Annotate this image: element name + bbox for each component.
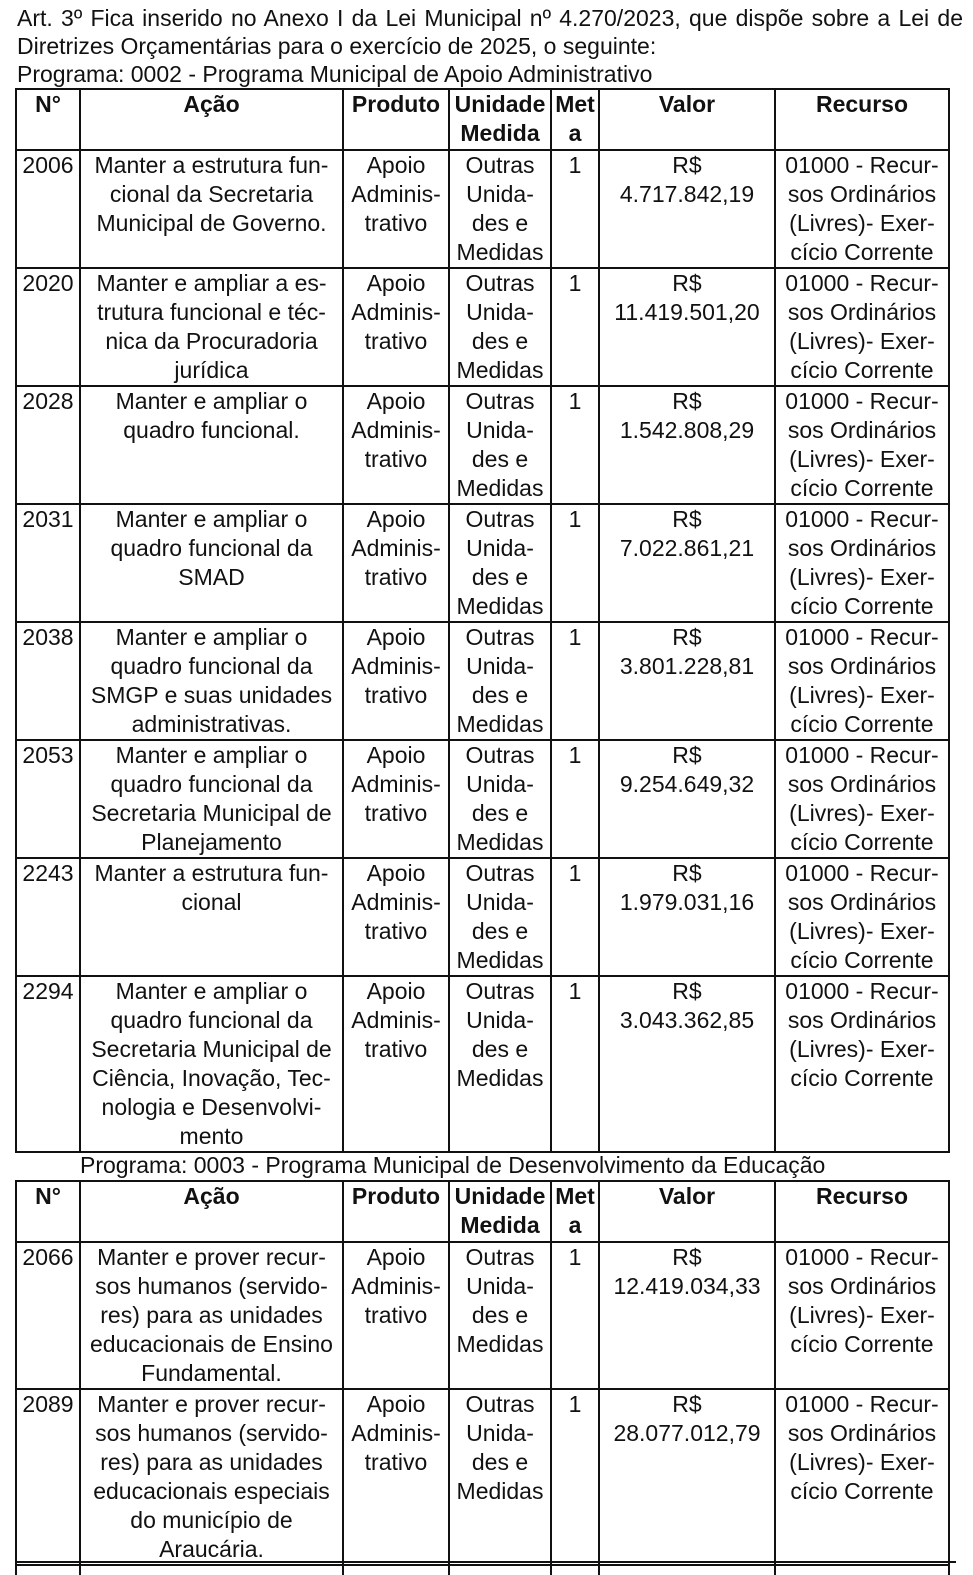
cell-unidade: Outras Unida- des e Medidas <box>449 504 551 622</box>
cell-recurso: 01000 - Recur- sos Ordinários (Livres)- Exer- cício Corrente <box>775 1242 949 1389</box>
actions-table-0002 <box>15 88 950 1153</box>
header-num: N° <box>16 1181 80 1242</box>
cell-meta: 1 <box>551 504 599 622</box>
header-valor: Valor <box>599 1181 775 1242</box>
cell-num: 2028 <box>16 386 80 504</box>
cell-num: 2243 <box>16 858 80 976</box>
cell-unidade: Outras Unida- des e Medidas <box>449 976 551 1152</box>
cell-acao: Manter e ampliar o quadro funcional da Secretaria Municipal de Planejamento <box>80 740 343 858</box>
cell-unidade: Outras Unida- des e Medidas <box>449 858 551 976</box>
cell-produto: Apoio Adminis- trativo <box>343 858 449 976</box>
cell-unidade: Outras Unida- des e Medidas <box>449 150 551 268</box>
header-recurso: Recurso <box>775 89 949 150</box>
cell-recurso: 01000 - Recur- sos Ordinários (Livres)- Exer- cício Corrente <box>775 150 949 268</box>
article-intro: Art. 3º Fica inserido no Anexo I da Lei Municipal nº 4.270/2023, que dispõe sobre a Lei de Diretrizes Orçamentárias para o exercício de 2025, o seguinte: <box>17 5 963 59</box>
cell-produto: Apoio Adminis- trativo <box>343 268 449 386</box>
cell-acao: Manter e ampliar o quadro funcional da SMAD <box>80 504 343 622</box>
cell-unidade: Outras Unida- des e Medidas <box>449 1389 551 1565</box>
cell-unidade: Outras Unida- des e Medidas <box>449 386 551 504</box>
cell-recurso: 01000 - Recur- sos Ordinários (Livres)- Exer- cício Corrente <box>775 1389 949 1565</box>
header-meta: Met a <box>551 1181 599 1242</box>
cell-produto: Apoio Adminis- trativo <box>343 504 449 622</box>
cell-recurso: 01000 - Recur- sos Ordinários (Livres)- Exer- cício Corrente <box>775 268 949 386</box>
cell-valor: R$ 11.419.501,20 <box>599 268 775 386</box>
table-header-row <box>16 89 949 150</box>
cell-acao: Manter e ampliar o quadro funcional da Secretaria Municipal de Ciência, Inovação, Tec- nologia e Desenvolvi- mento <box>80 976 343 1152</box>
cell-num: 2031 <box>16 504 80 622</box>
cell-unidade: Outras Unida- des e Medidas <box>449 740 551 858</box>
cell-produto: Apoio Adminis- trativo <box>343 740 449 858</box>
cell-meta: 1 <box>551 1242 599 1389</box>
cell-meta: 1 <box>551 386 599 504</box>
cell-produto: Apoio Adminis- trativo <box>343 976 449 1152</box>
table-row <box>16 1242 949 1389</box>
cell-num: 2006 <box>16 150 80 268</box>
table-row <box>16 1389 949 1565</box>
cell-meta: 1 <box>551 1389 599 1565</box>
table-row <box>16 150 949 268</box>
cell-recurso: 01000 - Recur- sos Ordinários (Livres)- Exer- cício Corrente <box>775 504 949 622</box>
header-acao: Ação <box>80 89 343 150</box>
cell-acao: Manter e ampliar o quadro funcional. <box>80 386 343 504</box>
cell-meta: 1 <box>551 622 599 740</box>
header-produto: Produto <box>343 89 449 150</box>
header-produto: Produto <box>343 1181 449 1242</box>
table-row <box>16 858 949 976</box>
cell-num: 2020 <box>16 268 80 386</box>
cell-unidade: Outras Unida- des e Medidas <box>449 1242 551 1389</box>
cell-num: 2053 <box>16 740 80 858</box>
cell-meta: 1 <box>551 976 599 1152</box>
cell-valor: R$ 3.801.228,81 <box>599 622 775 740</box>
cell-acao: Manter a estrutura fun- cional da Secretaria Municipal de Governo. <box>80 150 343 268</box>
cell-acao: Manter e ampliar a es- trutura funcional e téc- nica da Procuradoria jurídica <box>80 268 343 386</box>
table-row <box>16 622 949 740</box>
cell-num: 2038 <box>16 622 80 740</box>
cell-valor: R$ 9.254.649,32 <box>599 740 775 858</box>
header-acao: Ação <box>80 1181 343 1242</box>
cell-meta: 1 <box>551 268 599 386</box>
table-row <box>16 740 949 858</box>
cell-valor: R$ 28.077.012,79 <box>599 1389 775 1565</box>
cell-acao: Manter a estrutura fun- cional <box>80 858 343 976</box>
cell-produto: Apoio Adminis- trativo <box>343 622 449 740</box>
cell-produto: Apoio Adminis- trativo <box>343 1242 449 1389</box>
table-row <box>16 386 949 504</box>
cell-recurso: 01000 - Recur- sos Ordinários (Livres)- Exer- cício Corrente <box>775 622 949 740</box>
header-meta: Met a <box>551 89 599 150</box>
cell-meta: 1 <box>551 740 599 858</box>
table-header-row <box>16 1181 949 1242</box>
actions-table-0003 <box>15 1180 950 1566</box>
cell-acao: Manter e prover recur- sos humanos (servido- res) para as unidades educacionais especiais do município de Araucária. <box>80 1389 343 1565</box>
cell-acao: Manter e prover recur- sos humanos (servido- res) para as unidades educacionais de Ensino Fundamental. <box>80 1242 343 1389</box>
header-unidade-medida: Unidade Medida <box>449 89 551 150</box>
cell-num: 2294 <box>16 976 80 1152</box>
cell-meta: 1 <box>551 150 599 268</box>
cell-unidade: Outras Unida- des e Medidas <box>449 622 551 740</box>
cell-produto: Apoio Adminis- trativo <box>343 150 449 268</box>
program-title-0003: Programa: 0003 - Programa Municipal de Desenvolvimento da Educação <box>80 1152 826 1178</box>
cell-recurso: 01000 - Recur- sos Ordinários (Livres)- Exer- cício Corrente <box>775 740 949 858</box>
cell-recurso: 01000 - Recur- sos Ordinários (Livres)- Exer- cício Corrente <box>775 386 949 504</box>
cell-meta: 1 <box>551 858 599 976</box>
cell-unidade: Outras Unida- des e Medidas <box>449 268 551 386</box>
table-row <box>16 976 949 1152</box>
cell-valor: R$ 1.979.031,16 <box>599 858 775 976</box>
header-unidade-medida: Unidade Medida <box>449 1181 551 1242</box>
cell-valor: R$ 1.542.808,29 <box>599 386 775 504</box>
header-recurso: Recurso <box>775 1181 949 1242</box>
header-valor: Valor <box>599 89 775 150</box>
cell-valor: R$ 4.717.842,19 <box>599 150 775 268</box>
table-row <box>16 268 949 386</box>
program-title-0002: Programa: 0002 - Programa Municipal de Apoio Administrativo <box>17 61 653 87</box>
cell-acao: Manter e ampliar o quadro funcional da SMGP e suas unidades administrativas. <box>80 622 343 740</box>
cell-num: 2089 <box>16 1389 80 1565</box>
table-row <box>16 504 949 622</box>
cell-recurso: 01000 - Recur- sos Ordinários (Livres)- Exer- cício Corrente <box>775 858 949 976</box>
cell-recurso: 01000 - Recur- sos Ordinários (Livres)- Exer- cício Corrente <box>775 976 949 1152</box>
cell-produto: Apoio Adminis- trativo <box>343 1389 449 1565</box>
cell-produto: Apoio Adminis- trativo <box>343 386 449 504</box>
cell-valor: R$ 12.419.034,33 <box>599 1242 775 1389</box>
header-num: N° <box>16 89 80 150</box>
cell-num: 2066 <box>16 1242 80 1389</box>
cell-valor: R$ 3.043.362,85 <box>599 976 775 1152</box>
cell-valor: R$ 7.022.861,21 <box>599 504 775 622</box>
